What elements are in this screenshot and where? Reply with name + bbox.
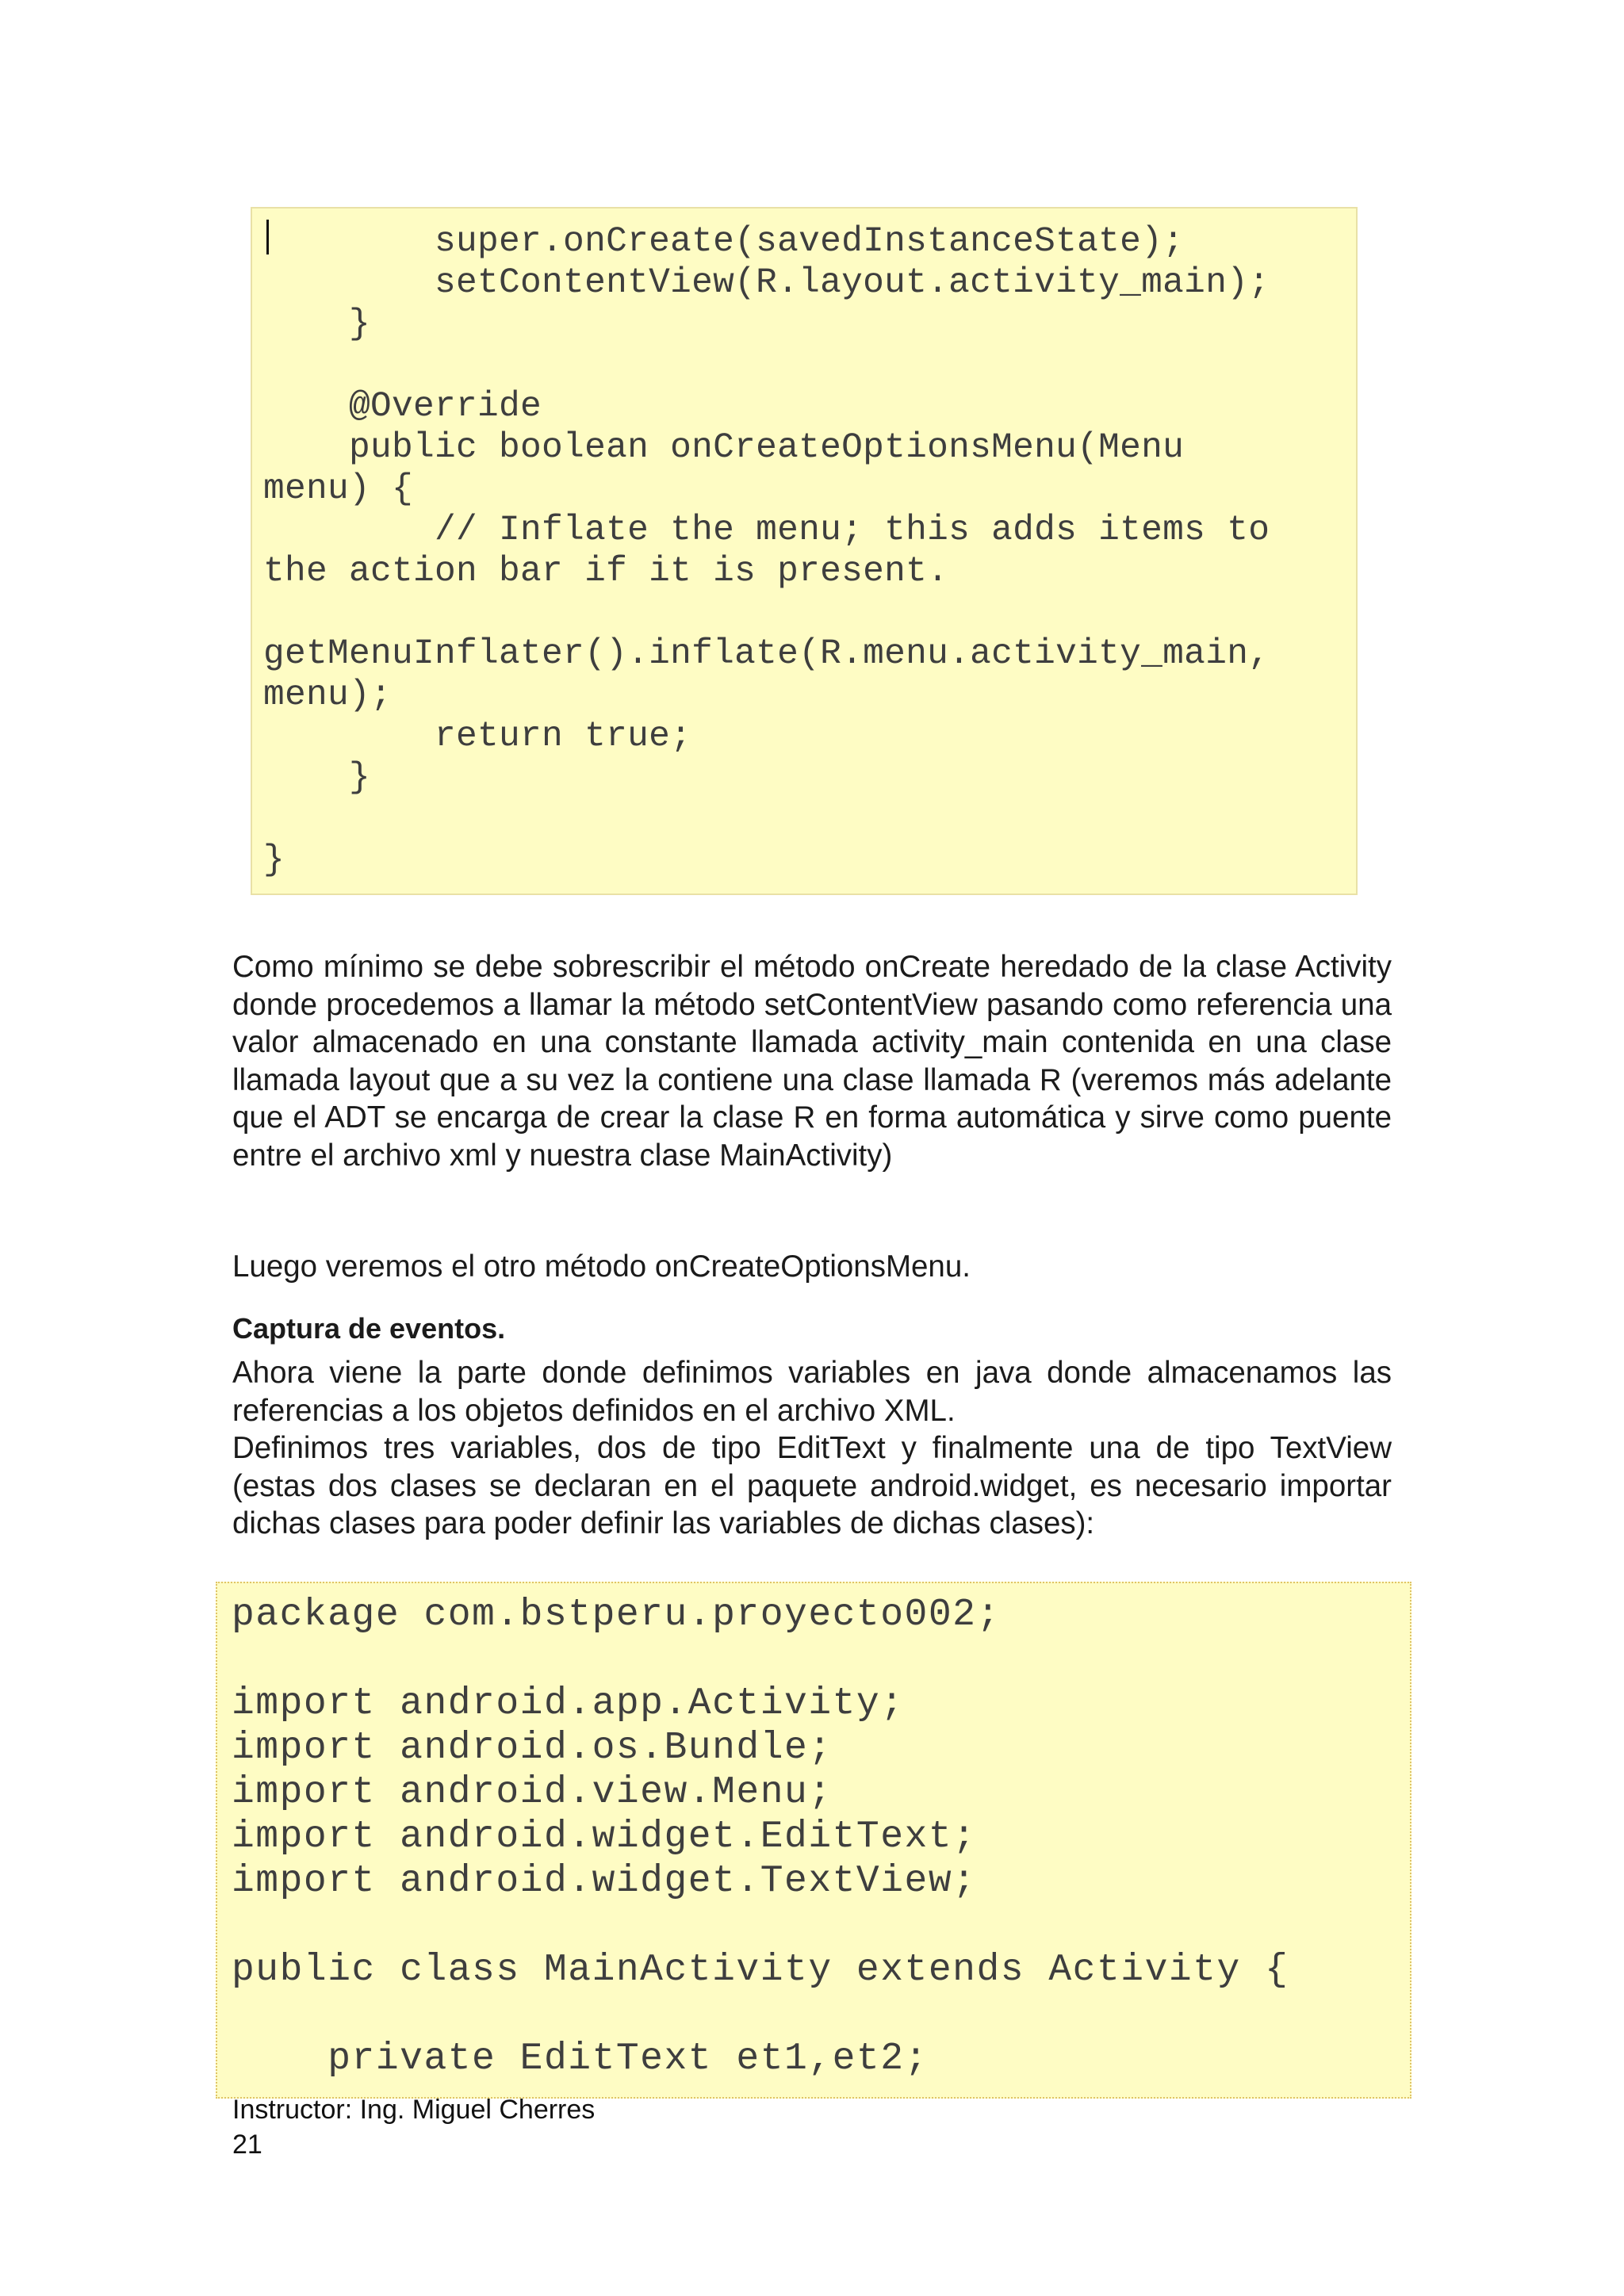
code-line: menu) { [263, 469, 414, 509]
code-line: package com.bstperu.proyecto002; [232, 1594, 1001, 1636]
code-line: } [263, 758, 371, 798]
code-block-1 [251, 207, 1358, 895]
code-line: @Override [263, 387, 542, 427]
code-block-2 [216, 1582, 1411, 2099]
code-line: menu); [263, 675, 393, 715]
code-line: super.onCreate(savedInstanceState); [263, 222, 1185, 262]
code-line: public class MainActivity extends Activity { [232, 1949, 1289, 1992]
code-line: setContentView(R.layout.activity_main); [263, 263, 1270, 303]
footer-instructor: Instructor: Ing. Miguel Cherres [232, 2095, 596, 2125]
code-line: import android.widget.TextView; [232, 1860, 977, 1903]
code-line: } [263, 304, 371, 344]
code-line: } [263, 840, 285, 880]
footer-page-number: 21 [232, 2130, 262, 2160]
paragraph-options-menu: Luego veremos el otro método onCreateOptionsMenu. [232, 1249, 971, 1284]
code-line: import android.view.Menu; [232, 1771, 833, 1814]
code-line: import android.app.Activity; [232, 1682, 905, 1725]
code-line: import android.widget.EditText; [232, 1816, 977, 1858]
paragraph-variables-detail: Definimos tres variables, dos de tipo EditText y finalmente una de tipo TextView (estas dos clases se declaran en el paquete android.widget, es necesario importar dichas clases para poder definir las variables de dichas clases): [232, 1431, 1392, 1541]
code-line: the action bar if it is present. [263, 552, 949, 591]
code-line: import android.os.Bundle; [232, 1727, 833, 1770]
code-line: // Inflate the menu; this adds items to [263, 511, 1270, 550]
paragraph-variables-intro: Ahora viene la parte donde definimos variables en java donde almacenamos las referencias a los objetos definidos en el archivo XML. [232, 1356, 1392, 1428]
code-line: public boolean onCreateOptionsMenu(Menu [263, 428, 1185, 468]
section-heading: Captura de eventos. [232, 1312, 506, 1345]
paragraph-oncreate-explanation: Como mínimo se debe sobrescribir el método onCreate heredado de la clase Activity donde procedemos a llamar la método setContentView pasando como referencia una valor almacenado en una constante llamada activity_main contenida en una clase llamada layout que a su vez la contiene una clase llamada R (veremos más adelante que el ADT se encarga de crear la clase R en forma automática y sirve como puente entre el archivo xml y nuestra clase MainActivity) [232, 950, 1392, 1173]
code-line: private EditText et1,et2; [232, 2038, 929, 2080]
code-line: getMenuInflater().inflate(R.menu.activity_main, [263, 634, 1270, 674]
code-line: return true; [263, 717, 692, 756]
